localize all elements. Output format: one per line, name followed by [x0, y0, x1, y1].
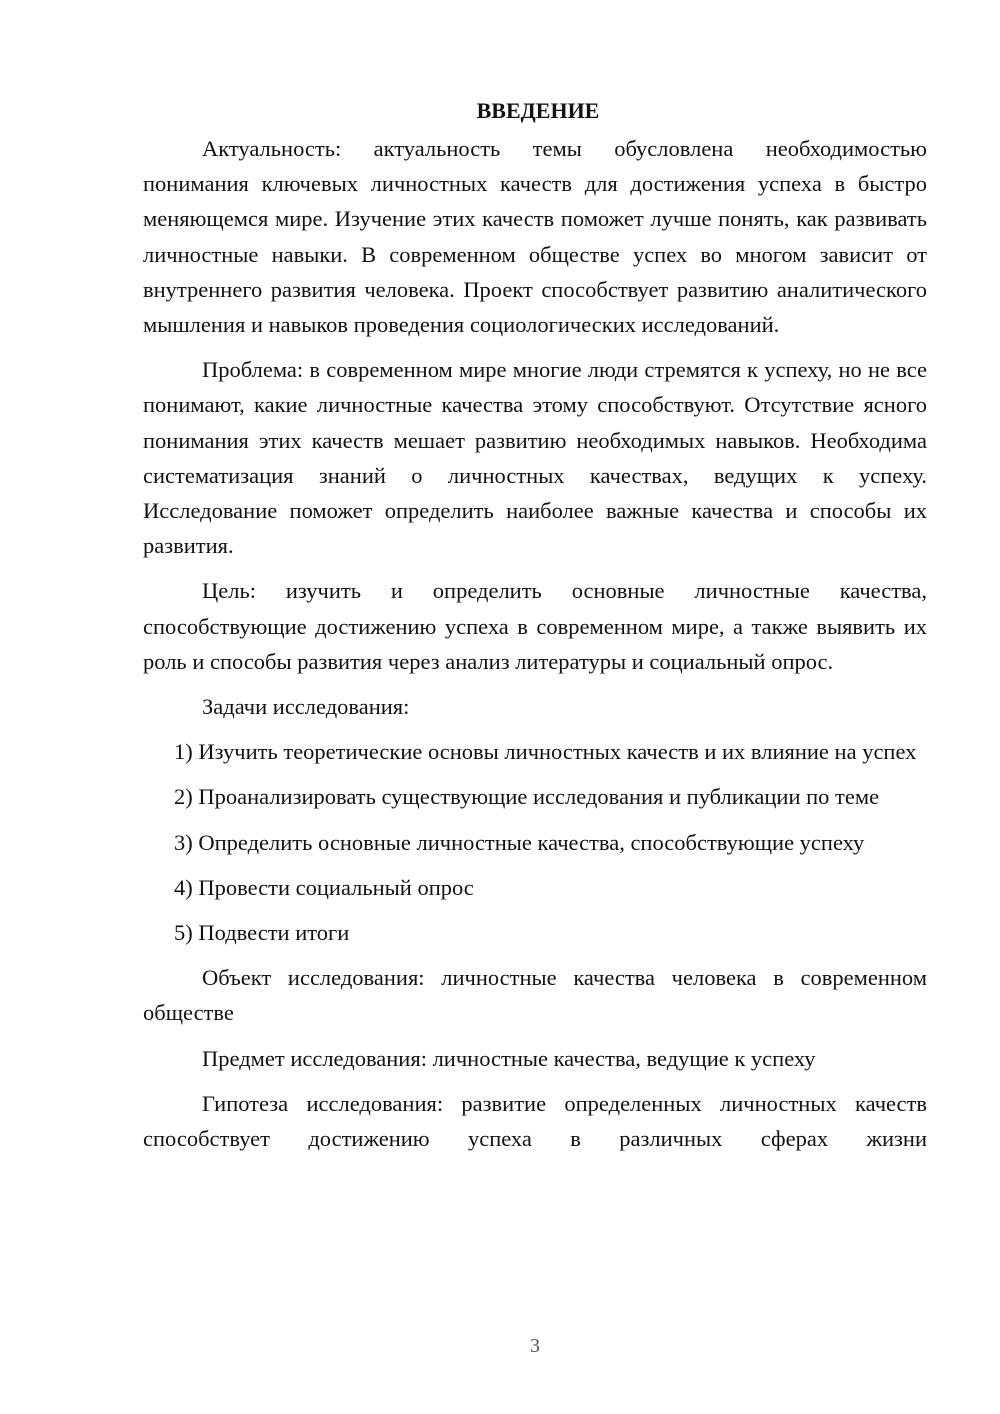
- subject-paragraph: Предмет исследования: личностные качества, ведущие к успеху: [202, 1045, 816, 1071]
- task-item-2: 2) Проанализировать существующие исследования и публикации по теме: [174, 784, 880, 810]
- relevance-paragraph: Актуальность: актуальность темы обусловлена необходимостью понимания ключевых личностных качеств для достижения успеха в быстро меняющемся мире. Изучение этих качеств поможет лучше понять, как развивать личностные навыки. В современном обществе успех во многом зависит от внутреннего развития человека. Проект способствует развитию аналитического мышления и навыков проведения социологических исследований.: [143, 136, 927, 338]
- task-item-3: 3) Определить основные личностные качества, способствующие успеху: [174, 829, 865, 855]
- problem-paragraph: Проблема: в современном мире многие люди стремятся к успеху, но не все понимают, какие личностные качества этому способствуют. Отсутствие ясного понимания этих качеств мешает развитию необходимых навыков. Необходима систематизация знаний о личностных качествах, ведущих к успеху. Исследование поможет определить наиболее важные качества и способы их развития.: [143, 357, 927, 559]
- hypothesis-paragraph: Гипотеза исследования: развитие определенных личностных качеств способствует достижению успеха в различных сферах жизни: [143, 1090, 927, 1152]
- goal-paragraph: Цель: изучить и определить основные личностные качества, способствующие достижению успеха в современном мире, а также выявить их роль и способы развития через анализ литературы и социальный опрос.: [143, 578, 927, 674]
- task-item-5: 5) Подвести итоги: [174, 920, 350, 946]
- task-item-1: 1) Изучить теоретические основы личностных качеств и их влияние на успех: [174, 739, 917, 765]
- page-number: 3: [530, 1335, 540, 1357]
- page-heading: ВВЕДЕНИЕ: [476, 98, 600, 123]
- page-content: [143, 93, 927, 1156]
- tasks-title: Задачи исследования:: [202, 694, 410, 720]
- task-item-4: 4) Провести социальный опрос: [174, 874, 474, 900]
- object-paragraph: Объект исследования: личностные качества человека в современном обществе: [143, 965, 927, 1026]
